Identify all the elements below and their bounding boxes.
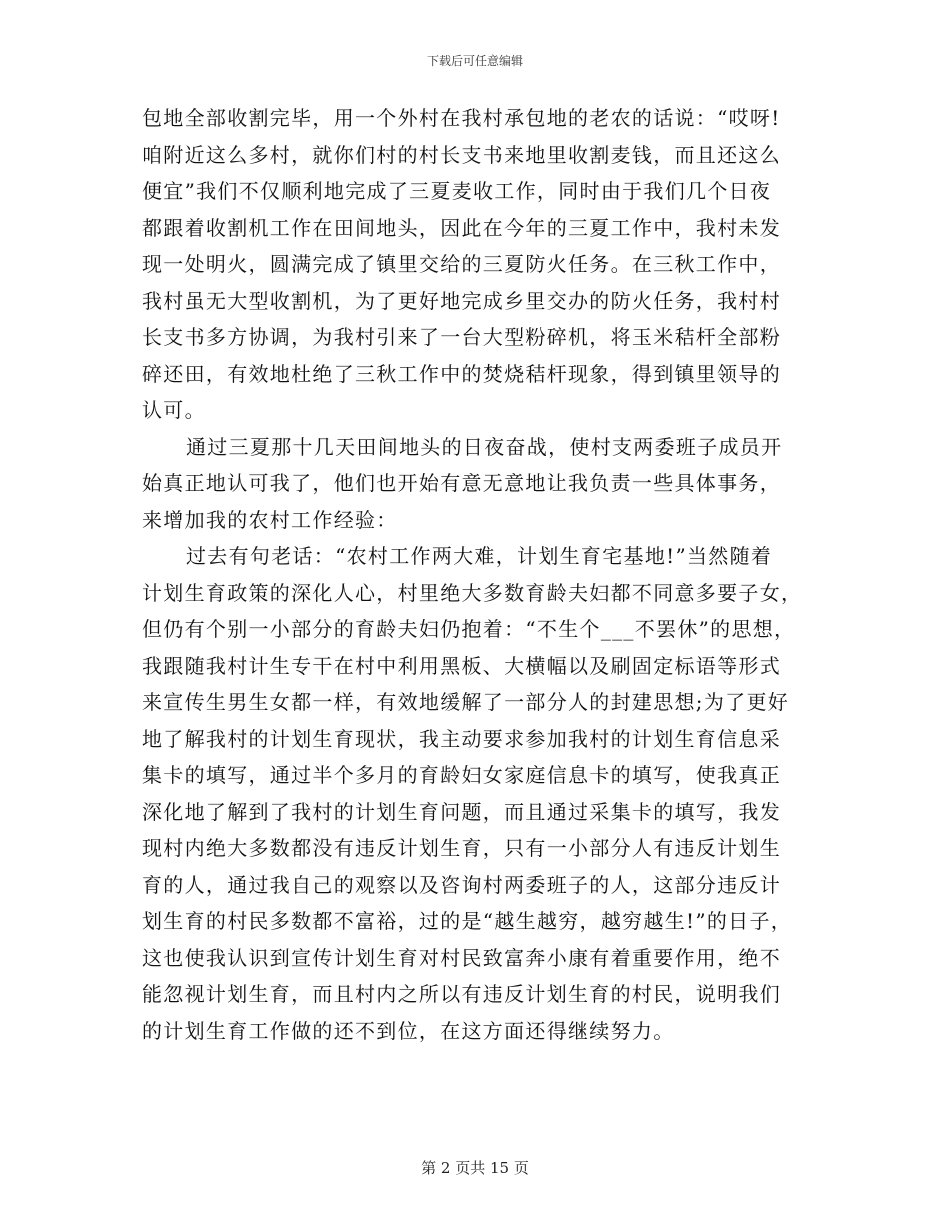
paragraph-line: 这也使我认识到宣传计划生育对村民致富奔小康有着重要作用，绝不 [142, 945, 781, 970]
paragraph-line: 我村虽无大型收割机，为了更好地完成乡里交办的防火任务，我村村 [142, 288, 781, 313]
paragraph-line: 我跟随我村计生专干在村中利用黑板、大横幅以及刷固定标语等形式 [142, 653, 781, 678]
paragraph-line: 便宜”我们不仅顺利地完成了三夏麦收工作，同时由于我们几个日夜 [142, 179, 772, 203]
paragraph-line: 集卡的填写，通过半个多月的育龄妇女家庭信息卡的填写，使我真正 [142, 763, 781, 787]
page-header: 下载后可任意编辑 [426, 54, 523, 68]
paragraph-1 [142, 100, 822, 429]
paragraph-line: 碎还田，有效地杜绝了三秋工作中的焚烧秸杆现象，得到镇里领导的 [142, 361, 781, 386]
paragraph-line: 现村内绝大多数都没有违反计划生育，只有一小部分人有违反计划生 [142, 836, 781, 860]
document-body [142, 100, 822, 1049]
paragraph-line: 现一处明火，圆满完成了镇里交给的三夏防火任务。在三秋工作中， [142, 252, 781, 276]
page-number-footer: 第 2 页共 15 页 [421, 1159, 529, 1177]
paragraph-line: 划生育的村民多数都不富裕，过的是“越生越穷，越穷越生!”的日子， [142, 909, 793, 933]
paragraph-line: 的计划生育工作做的还不到位，在这方面还得继续努力。 [142, 1018, 675, 1043]
paragraph-line: 都跟着收割机工作在田间地头，因此在今年的三夏工作中，我村未发 [142, 215, 781, 240]
paragraph-line: 能忽视计划生育，而且村内之所以有违反计划生育的村民，说明我们 [142, 982, 781, 1006]
paragraph-3 [142, 538, 822, 1049]
paragraph-line: 过去有句老话：“农村工作两大难，计划生育宅基地!”当然随着 [186, 544, 773, 568]
paragraph-2 [142, 429, 822, 539]
paragraph-line: 计划生育政策的深化人心，村里绝大多数育龄夫妇都不同意多要子女， [142, 580, 803, 605]
paragraph-line: 咱附近这么多村，就你们村的村长支书来地里收割麦钱，而且还这么 [142, 142, 781, 167]
paragraph-line: 育的人，通过我自己的观察以及咨询村两委班子的人，这部分违反计 [142, 872, 781, 897]
paragraph-line: 地了解我村的计划生育现状，我主动要求参加我村的计划生育信息采 [142, 726, 781, 751]
paragraph-line: 通过三夏那十几天田间地头的日夜奋战，使村支两委班子成员开 [186, 434, 783, 459]
paragraph-line: 但仍有个别一小部分的育龄夫妇仍抱着：“不生个___不罢休”的思想， [142, 617, 796, 641]
paragraph-line: 来宣传生男生女都一样，有效地缓解了一部分人的封建思想;为了更好 [142, 690, 790, 714]
paragraph-line: 始真正地认可我了，他们也开始有意无意地让我负责一些具体事务， [142, 471, 781, 495]
paragraph-line: 认可。 [142, 398, 206, 422]
paragraph-line: 来增加我的农村工作经验： [142, 507, 398, 532]
paragraph-line: 深化地了解到了我村的计划生育问题，而且通过采集卡的填写，我发 [142, 799, 781, 824]
paragraph-line: 包地全部收割完毕，用一个外村在我村承包地的老农的话说：“哎呀! [142, 106, 781, 130]
paragraph-line: 长支书多方协调，为我村引来了一台大型粉碎机，将玉米秸杆全部粉 [142, 325, 781, 349]
